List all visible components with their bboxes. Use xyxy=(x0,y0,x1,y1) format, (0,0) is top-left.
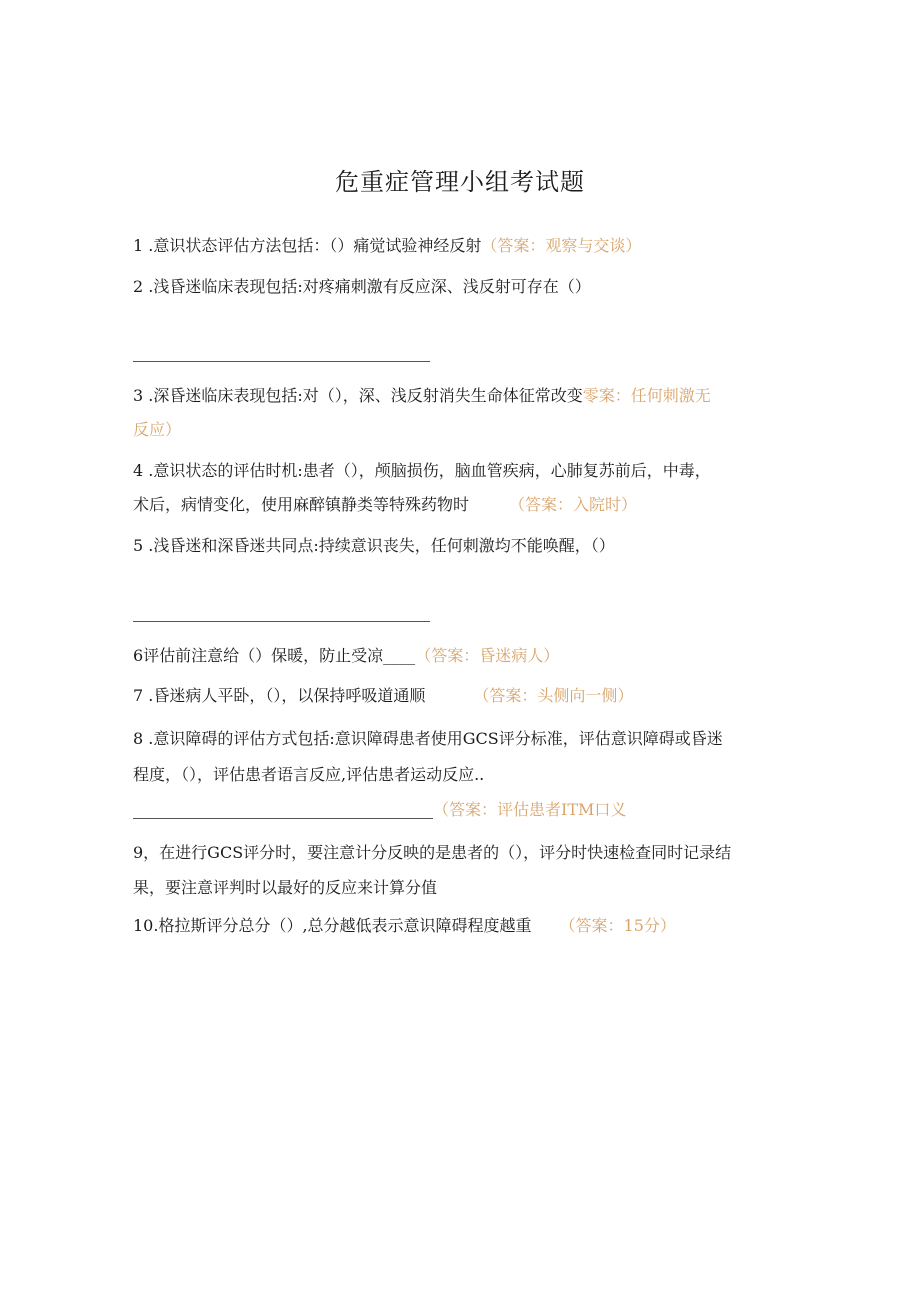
question-6-answer: （答案：昏迷病人） xyxy=(415,646,560,665)
page-title: 危重症管理小组考试题 xyxy=(335,168,585,196)
question-10-answer: （答案：15分） xyxy=(559,916,676,935)
question-4-text: 术后，病情变化，使用麻醉镇静类等特殊药物时 xyxy=(133,495,470,514)
question-8-answer: （答案：评估患者ITM口义 xyxy=(433,800,627,819)
question-1-answer: （答案：观察与交谈） xyxy=(481,236,642,255)
question-9-line-2: 果，要注意评判时以最好的反应来计算分值 xyxy=(133,878,438,897)
question-10 xyxy=(133,916,676,936)
question-8-line-2: 程度，（），评估患者语言反应,评估患者运动反应.. xyxy=(133,765,485,784)
answer-line-8 xyxy=(133,818,433,819)
question-3-text: 3 .深昏迷临床表现包括:对（），深、浅反射消失生命体征常改变 xyxy=(133,386,583,405)
question-7 xyxy=(133,686,633,706)
question-6 xyxy=(133,646,559,666)
question-4-line-1: 4 .意识状态的评估时机:患者（），颅脑损伤，脑血管疾病，心肺复苏前后，中毒， xyxy=(133,461,711,480)
question-4-answer: （答案：入院时） xyxy=(509,495,638,514)
question-7-answer: （答案：头侧向一侧） xyxy=(473,686,634,705)
question-2 xyxy=(133,277,591,297)
question-9-line-1: 9，在进行GCS评分时，要注意计分反映的是患者的（），评分时快速检查同时记录结 xyxy=(133,843,732,862)
question-1 xyxy=(133,236,641,256)
question-3 xyxy=(133,386,711,406)
question-1-text: 1 .意识状态评估方法包括：（）痛觉试验神经反射 xyxy=(133,236,482,255)
question-5 xyxy=(133,536,615,556)
question-4-line-2 xyxy=(133,495,637,515)
question-3-answer: 零案：任何刺激无 xyxy=(582,386,711,405)
question-8-line-1: 8 .意识障碍的评估方式包括:意识障碍患者使用GCS评分标准，评估意识障碍或昏迷 xyxy=(133,729,723,748)
question-2-text: 2 .浅昏迷临床表现包括:对疼痛刺激有反应深、浅反射可存在（） xyxy=(133,277,591,296)
question-7-text: 7 .昏迷病人平卧，（），以保持呼吸道通顺 xyxy=(133,686,426,705)
question-6-text: 6评估前注意给（）保暖，防止受凉____ xyxy=(133,646,416,665)
question-10-text: 10.格拉斯评分总分（）,总分越低表示意识障碍程度越重 xyxy=(133,916,532,935)
question-5-text: 5 .浅昏迷和深昏迷共同点:持续意识丧失，任何刺激均不能唤醒，（） xyxy=(133,536,615,555)
answer-line-2 xyxy=(133,361,430,362)
answer-line-5 xyxy=(133,621,430,622)
question-3-answer-cont: 反应） xyxy=(133,420,182,439)
